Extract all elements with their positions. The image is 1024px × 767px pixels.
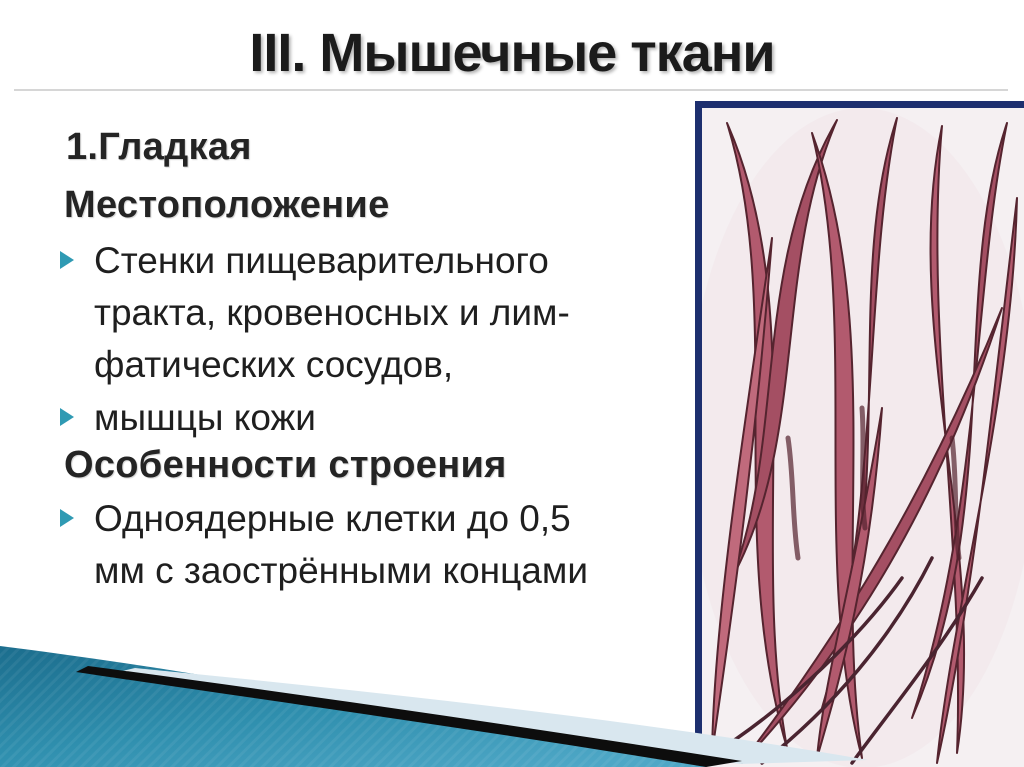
structure-heading: Особенности строения bbox=[64, 444, 507, 486]
location-bullet1-line3: фатических сосудов, bbox=[94, 344, 454, 385]
structure-bullet1-line1: Одноядерные клетки до 0,5 bbox=[94, 498, 571, 539]
bullet-triangle-icon bbox=[60, 251, 74, 269]
bullet-triangle-icon bbox=[60, 509, 74, 527]
location-heading: Местоположение bbox=[64, 184, 390, 226]
bullet-triangle-icon bbox=[60, 408, 74, 426]
title-underline bbox=[14, 89, 1008, 91]
structure-bullet1-line2: мм с заострёнными концами bbox=[94, 550, 588, 591]
location-bullet1-line2: тракта, кровеносных и лим- bbox=[94, 292, 570, 333]
location-bullet2: мышцы кожи bbox=[94, 397, 316, 438]
bottom-ribbon-decoration bbox=[0, 620, 1024, 767]
slide-title: III. Мышечные ткани bbox=[249, 23, 775, 83]
location-bullet1-line1: Стенки пищеварительного bbox=[94, 240, 549, 281]
numbered-heading: 1.Гладкая bbox=[66, 126, 252, 168]
